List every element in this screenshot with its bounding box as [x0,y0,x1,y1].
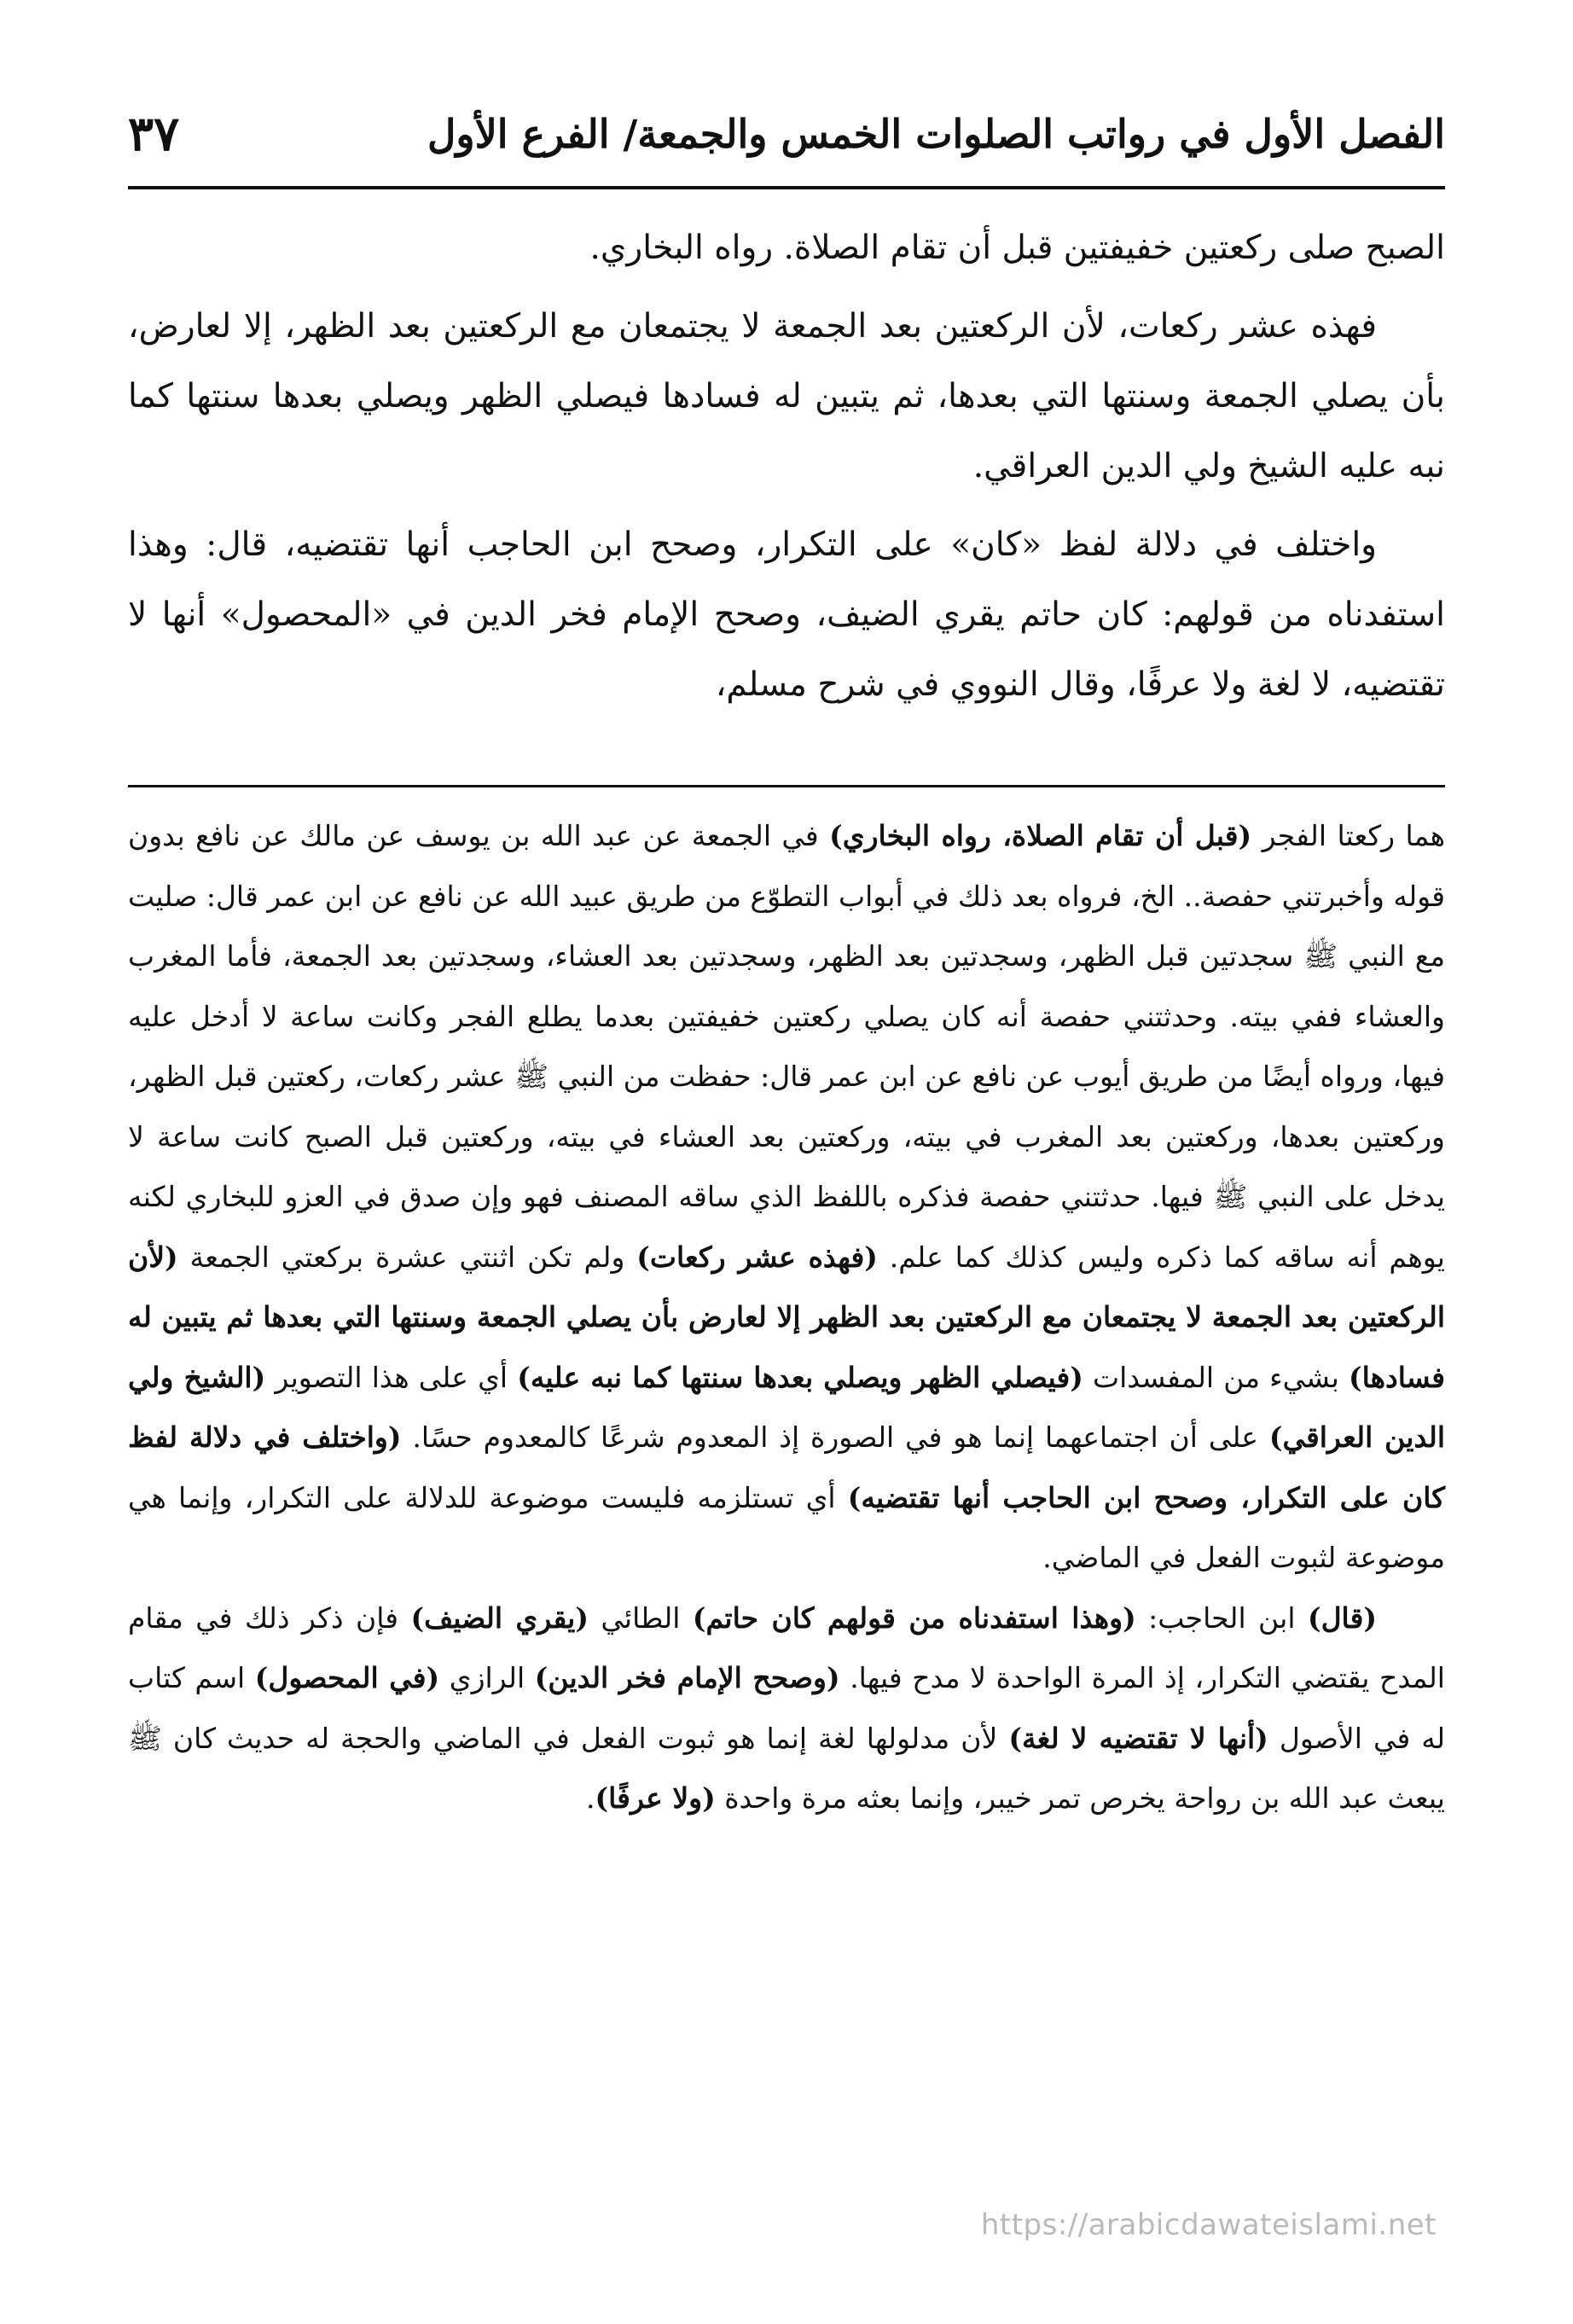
running-header [128,102,1445,179]
quoted-text: (لأن الركعتين بعد الجمعة لا يجتمعان مع الركعتين بعد الظهر إلا لعارض بأن يصلي الجمعة وسنتها التي بعدها ثم يتبين له فسادها) [128,1240,1445,1394]
quoted-text: (ولا عرفًا) [595,1781,716,1815]
quoted-text: (أنها لا تقتضيه لا لغة) [1008,1721,1268,1755]
commentary-text: هما ركعتا الفجر [1251,819,1445,852]
commentary-text: فإن ذكر ذلك في مقام المدح يقتضي التكرار، إذ المرة الواحدة لا مدح فيها. [128,1601,1445,1694]
commentary-text: لأن مدلولها لغة إنما هو ثبوت الفعل في الماضي والحجة له حديث كان ﷺ يبعث عبد الله بن رواحة يخرص تمر خيبر، وإنما بعثه مرة واحدة [128,1721,1445,1815]
commentary-text: ابن الحاجب: [1135,1601,1308,1635]
page-number: ٣٧ [128,106,180,162]
quoted-text: (قال) [1307,1601,1377,1635]
commentary-paragraph [128,1589,1445,1829]
quoted-text: (فيصلي الظهر ويصلي بعدها سنتها كما نبه عليه) [517,1360,1083,1394]
footnote-rule [128,785,1445,787]
quoted-text: (في المحصول) [254,1661,440,1694]
main-paragraph: الصبح صلى ركعتين خفيفتين قبل أن تقام الصلاة. رواه البخاري. [589,229,1445,267]
quoted-text: (فهذه عشر ركعات) [636,1240,878,1274]
commentary-text: أي على هذا التصوير [265,1360,518,1394]
commentary [128,806,1445,1829]
commentary-text: الطائي [588,1601,693,1635]
quoted-text: (قبل أن تقام الصلاة، رواه البخاري) [829,819,1252,852]
commentary-text: . [586,1781,595,1815]
main-paragraph: فهذه عشر ركعات، لأن الركعتين بعد الجمعة لا يجتمعان مع الركعتين بعد الظهر، إلا لعارض، بأن يصلي الجمعة وسنتها التي بعدها، ثم يتبين له فسادها فيصلي الظهر ويصلي بعدها سنتها كما نبه عليه الشيخ ولي الدين العراقي. [128,307,1445,485]
commentary-text: على أن اجتماعهما إنما هو في الصورة إذ المعدوم شرعًا كالمعدوم حسًا. [401,1421,1269,1454]
commentary-text: في الجمعة عن عبد الله بن يوسف عن مالك عن نافع بدون قوله وأخبرتني حفصة.. الخ، فرواه بعد ذلك في أبواب التطوّع من طريق عبيد الله عن نافع عن ابن عمر قال: صليت مع النبي ﷺ سجدتين قبل الظهر، وسجدتين بعد الظهر، وسجدتين بعد العشاء، وسجدتين بعد الجمعة، فأما المغرب والعشاء ففي بيته. وحدثتني حفصة أنه كان يصلي ركعتين خفيفتين بعدما يطلع الفجر وكانت ساعة لا أدخل عليه فيها، ورواه أيضًا من طريق أيوب عن نافع عن ابن عمر قال: حفظت من النبي ﷺ عشر ركعات، ركعتين قبل الظهر، وركعتين بعدها، وركعتين بعد المغرب في بيته، وركعتين بعد العشاء في بيته، وركعتين قبل الصبح كانت ساعة لا يدخل على النبي ﷺ فيها. حدثتني حفصة فذكره باللفظ الذي ساقه المصنف فهو وإن صدق في العزو للبخاري لكنه يوهم أنه ساقه كما ذكره وليس كذلك كما علم. [128,819,1445,1274]
chapter-title: الفصل الأول في رواتب الصلوات الخمس والجمعة/ الفرع الأول [427,111,1445,157]
watermark-url: https://arabicdawateislami.net [980,2208,1437,2242]
quoted-text: (واختلف في دلالة لفظ كان على التكرار، وصحح ابن الحاجب أنها تقتضيه) [128,1421,1445,1514]
header-rule [128,186,1445,189]
commentary-text: ولم تكن اثنتي عشرة بركعتي الجمعة [177,1240,637,1274]
commentary-paragraph [128,806,1445,1589]
commentary-text: أي تستلزمه فليست موضوعة للدلالة على التكرار، وإنما هي موضوعة لثبوت الفعل في الماضي. [128,1480,1445,1574]
commentary-text: الرازي [439,1661,535,1694]
quoted-text: (وصحح الإمام فخر الدين) [534,1661,840,1694]
quoted-text: (الشيخ ولي الدين العراقي) [128,1360,1445,1454]
quoted-text: (يقري الضيف) [410,1601,589,1635]
main-paragraph: واختلف في دلالة لفظ «كان» على التكرار، وصحح ابن الحاجب أنها تقتضيه، قال: وهذا استفدناه من قولهم: كان حاتم يقري الضيف، وصحح الإمام فخر الدين في «المحصول» أنها لا تقتضيه، لا لغة ولا عرفًا، وقال النووي في شرح مسلم، [128,526,1445,704]
commentary-text: بشيء من المفسدات [1083,1360,1349,1394]
commentary-text: اسم كتاب له في الأصول [128,1661,1446,1755]
main-text [128,213,1445,729]
quoted-text: (وهذا استفدناه من قولهم كان حاتم) [692,1601,1136,1635]
